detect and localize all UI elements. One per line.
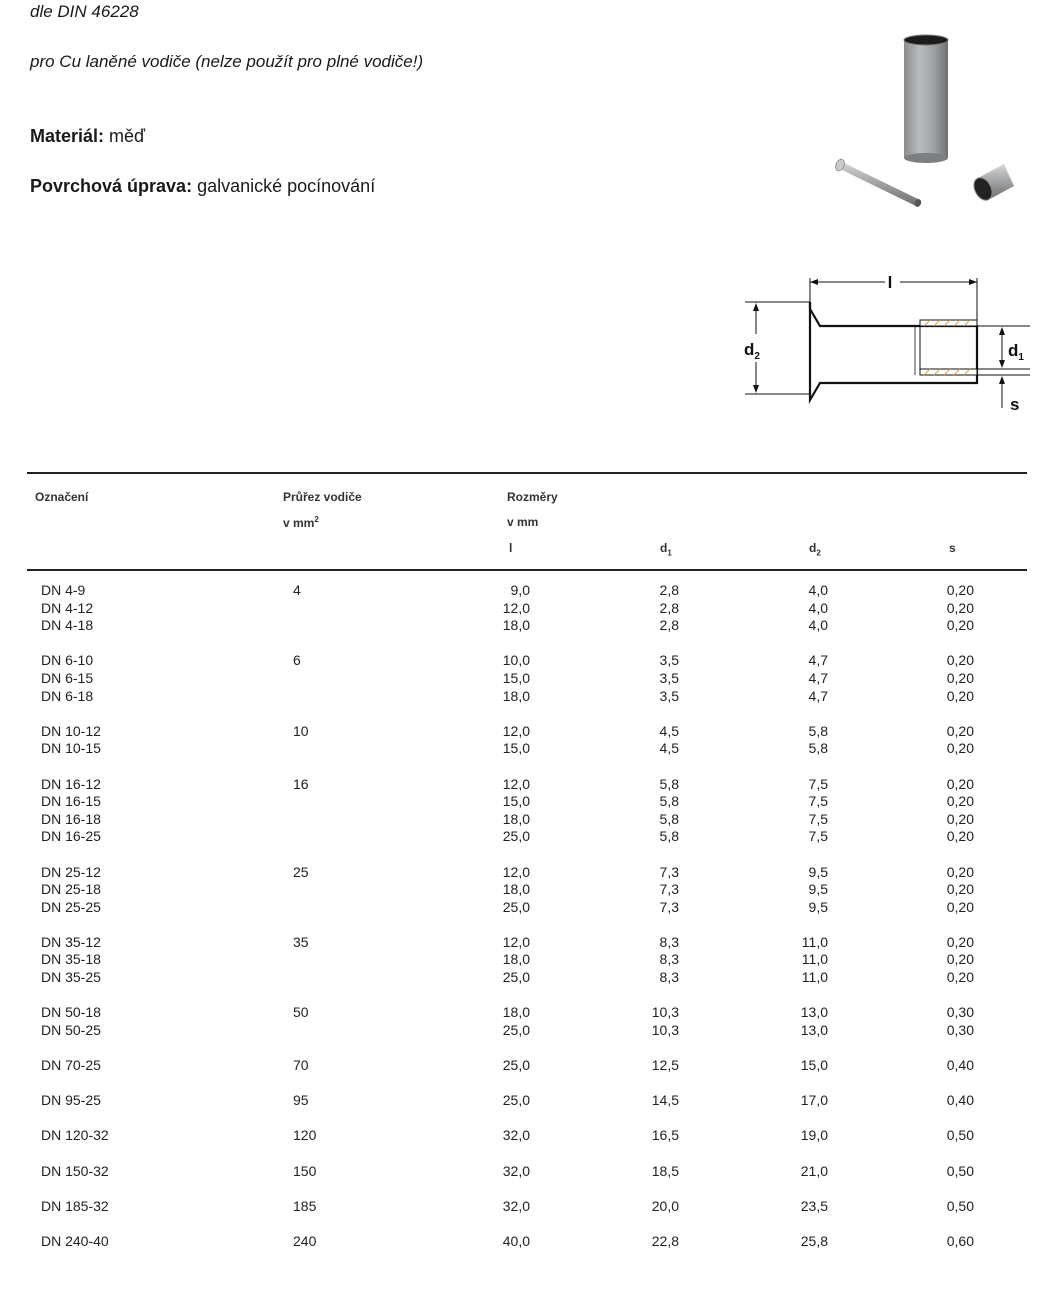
header-designation: Označení bbox=[35, 490, 89, 504]
cell-s: 0,60 bbox=[946, 1232, 974, 1249]
cell-designation: DN 6-10 bbox=[41, 652, 94, 669]
cell-d2: 9,5 bbox=[808, 881, 828, 898]
cell-s: 0,20 bbox=[946, 582, 974, 598]
cell-d2: 9,5 bbox=[808, 863, 828, 880]
cell-designation: DN 240-40 bbox=[41, 1232, 109, 1249]
short-ferrule-icon bbox=[970, 164, 1014, 203]
cell-d2: 25,8 bbox=[800, 1232, 828, 1249]
cell-d2: 9,5 bbox=[808, 898, 828, 915]
cell-d1: 8,3 bbox=[659, 951, 679, 968]
label-l: l bbox=[887, 273, 893, 292]
cell-d2: 7,5 bbox=[808, 775, 828, 792]
cell-s: 0,40 bbox=[946, 1092, 974, 1109]
cell-d2: 23,5 bbox=[800, 1197, 828, 1214]
cell-s: 0,50 bbox=[946, 1127, 974, 1144]
cell-d1: 3,5 bbox=[659, 687, 679, 704]
cell-l: 32,0 bbox=[502, 1162, 530, 1179]
cell-designation: DN 10-15 bbox=[41, 740, 101, 757]
cell-s: 0,20 bbox=[946, 599, 974, 616]
cell-cross-section: 4 bbox=[293, 582, 301, 598]
table-row bbox=[27, 776, 1027, 794]
cell-d2: 19,0 bbox=[800, 1127, 828, 1144]
label-s: s bbox=[1010, 395, 1020, 414]
cell-d1: 8,3 bbox=[659, 933, 679, 950]
cell-designation: DN 35-12 bbox=[41, 933, 101, 950]
cell-designation: DN 95-25 bbox=[41, 1092, 101, 1109]
cell-s: 0,20 bbox=[946, 933, 974, 950]
cell-designation: DN 25-12 bbox=[41, 863, 101, 880]
cell-designation: DN 16-15 bbox=[41, 793, 101, 810]
cell-s: 0,20 bbox=[946, 810, 974, 827]
usage-note: pro Cu laněné vodiče (nelze použít pro plné vodiče!) bbox=[30, 52, 424, 71]
cell-d1: 8,3 bbox=[659, 969, 679, 986]
cell-cross-section: 120 bbox=[293, 1127, 317, 1144]
cell-d2: 13,0 bbox=[800, 1004, 828, 1021]
cell-l: 18,0 bbox=[502, 617, 530, 634]
cell-d1: 4,5 bbox=[659, 740, 679, 757]
cell-d2: 4,7 bbox=[808, 669, 828, 686]
cell-s: 0,30 bbox=[946, 1021, 974, 1038]
cell-s: 0,20 bbox=[946, 793, 974, 810]
cell-d1: 4,5 bbox=[659, 722, 679, 739]
cell-designation: DN 4-9 bbox=[41, 582, 86, 598]
cell-d2: 4,0 bbox=[808, 599, 828, 616]
table-row bbox=[27, 740, 1027, 758]
cell-l: 25,0 bbox=[502, 1021, 530, 1038]
cell-s: 0,40 bbox=[946, 1057, 974, 1074]
cell-d2: 7,5 bbox=[808, 793, 828, 810]
cell-l: 18,0 bbox=[502, 687, 530, 704]
header-d2: $d_2$ bbox=[809, 541, 821, 558]
cell-cross-section: 6 bbox=[293, 652, 301, 669]
cell-s: 0,50 bbox=[946, 1197, 974, 1214]
table-row bbox=[27, 670, 1027, 688]
cell-designation: DN 4-18 bbox=[41, 617, 94, 634]
table-row bbox=[27, 1092, 1027, 1110]
cell-s: 0,50 bbox=[946, 1162, 974, 1179]
header-cross-section-unit: v $mm^2$ bbox=[283, 515, 319, 530]
material-label: Materiál: bbox=[30, 126, 105, 146]
cell-d2: 15,0 bbox=[800, 1057, 828, 1074]
table-row bbox=[27, 582, 1027, 600]
table-row bbox=[27, 899, 1027, 917]
cell-d2: 13,0 bbox=[800, 1021, 828, 1038]
cell-l: 25,0 bbox=[502, 898, 530, 915]
cell-l: 15,0 bbox=[502, 793, 530, 810]
cell-designation: DN 50-25 bbox=[41, 1021, 101, 1038]
cell-d2: 4,0 bbox=[808, 617, 828, 634]
cell-designation: DN 150-32 bbox=[41, 1162, 109, 1179]
cell-designation: DN 25-25 bbox=[41, 898, 101, 915]
cell-d1: 3,5 bbox=[659, 669, 679, 686]
table-row bbox=[27, 1163, 1027, 1181]
cell-d1: 7,3 bbox=[659, 898, 679, 915]
cell-s: 0,20 bbox=[946, 881, 974, 898]
cell-d1: 10,3 bbox=[651, 1021, 679, 1038]
cell-l: 25,0 bbox=[502, 1092, 530, 1109]
standard-reference: dle DIN 46228 bbox=[30, 2, 139, 21]
cell-designation: DN 10-12 bbox=[41, 722, 101, 739]
material-value: měď bbox=[109, 126, 146, 146]
label-d1: $d_1$ bbox=[1008, 341, 1024, 363]
cell-l: 12,0 bbox=[502, 722, 530, 739]
cell-designation: DN 35-25 bbox=[41, 969, 101, 986]
cell-l: 18,0 bbox=[502, 810, 530, 827]
cell-l: 18,0 bbox=[502, 951, 530, 968]
cell-s: 0,30 bbox=[946, 1004, 974, 1021]
cell-d1: 20,0 bbox=[651, 1197, 679, 1214]
cell-d1: 10,3 bbox=[651, 1004, 679, 1021]
cell-cross-section: 150 bbox=[293, 1162, 317, 1179]
header-l: l bbox=[509, 541, 513, 555]
cell-cross-section: 70 bbox=[293, 1057, 309, 1074]
cell-designation: DN 50-18 bbox=[41, 1004, 101, 1021]
table-row bbox=[27, 793, 1027, 811]
label-d2: $d_2$ bbox=[744, 340, 760, 362]
cell-d1: 18,5 bbox=[651, 1162, 679, 1179]
table-row bbox=[27, 1057, 1027, 1075]
cell-d1: 7,3 bbox=[659, 881, 679, 898]
surface-value: galvanické pocínování bbox=[197, 176, 376, 196]
cell-d2: 11,0 bbox=[801, 951, 828, 968]
cell-d1: 22,8 bbox=[651, 1232, 679, 1249]
cell-designation: DN 70-25 bbox=[41, 1057, 101, 1074]
cell-d1: 5,8 bbox=[659, 810, 679, 827]
table-row bbox=[27, 1022, 1027, 1040]
table-row bbox=[27, 652, 1027, 670]
cell-d2: 17,0 bbox=[800, 1092, 828, 1109]
cell-designation: DN 120-32 bbox=[41, 1127, 109, 1144]
cell-cross-section: 240 bbox=[293, 1232, 317, 1249]
cell-cross-section: 185 bbox=[293, 1197, 317, 1214]
table-row bbox=[27, 864, 1027, 882]
cell-designation: DN 16-18 bbox=[41, 810, 101, 827]
cell-s: 0,20 bbox=[946, 898, 974, 915]
cell-cross-section: 16 bbox=[293, 775, 309, 792]
cell-designation: DN 185-32 bbox=[41, 1197, 109, 1214]
cell-designation: DN 35-18 bbox=[41, 951, 101, 968]
header-dimensions-unit: v mm bbox=[507, 515, 539, 529]
cell-l: 25,0 bbox=[502, 969, 530, 986]
cell-l: 25,0 bbox=[502, 828, 530, 845]
long-ferrule-icon bbox=[834, 158, 923, 208]
cell-designation: DN 16-12 bbox=[41, 775, 101, 792]
cell-d1: 2,8 bbox=[659, 582, 679, 598]
cell-s: 0,20 bbox=[946, 617, 974, 634]
header-d1: $d_1$ bbox=[660, 541, 672, 558]
cell-s: 0,20 bbox=[946, 740, 974, 757]
table-row bbox=[27, 881, 1027, 899]
table-row bbox=[27, 688, 1027, 706]
cell-d2: 4,7 bbox=[808, 687, 828, 704]
cell-d2: 7,5 bbox=[808, 810, 828, 827]
technical-drawing bbox=[740, 268, 1030, 418]
cell-s: 0,20 bbox=[946, 863, 974, 880]
cell-designation: DN 16-25 bbox=[41, 828, 101, 845]
cell-l: 32,0 bbox=[502, 1127, 530, 1144]
cell-l: 12,0 bbox=[502, 599, 530, 616]
cell-l: 12,0 bbox=[502, 863, 530, 880]
cell-d2: 11,0 bbox=[801, 933, 828, 950]
cell-d1: 2,8 bbox=[659, 617, 679, 634]
cell-cross-section: 25 bbox=[293, 863, 309, 880]
cell-s: 0,20 bbox=[946, 652, 974, 669]
cell-d1: 5,8 bbox=[659, 828, 679, 845]
cell-designation: DN 6-18 bbox=[41, 687, 94, 704]
table-body bbox=[27, 582, 1027, 1251]
cell-l: 32,0 bbox=[502, 1197, 530, 1214]
cell-d2: 4,7 bbox=[808, 652, 828, 669]
cell-s: 0,20 bbox=[946, 951, 974, 968]
cell-d2: 5,8 bbox=[808, 740, 828, 757]
cell-l: 15,0 bbox=[502, 740, 530, 757]
cell-cross-section: 50 bbox=[293, 1004, 309, 1021]
table-header-rule bbox=[27, 569, 1027, 571]
cell-d1: 2,8 bbox=[659, 599, 679, 616]
table-row bbox=[27, 828, 1027, 846]
cell-d2: 5,8 bbox=[808, 722, 828, 739]
cell-l: 10,0 bbox=[502, 652, 530, 669]
cell-designation: DN 4-12 bbox=[41, 599, 94, 616]
cell-cross-section: 35 bbox=[293, 933, 309, 950]
cell-d1: 5,8 bbox=[659, 775, 679, 792]
material-line bbox=[30, 126, 145, 147]
product-photo bbox=[828, 28, 1028, 213]
cell-s: 0,20 bbox=[946, 828, 974, 845]
cell-s: 0,20 bbox=[946, 687, 974, 704]
cell-d1: 14,5 bbox=[651, 1092, 679, 1109]
cell-designation: DN 6-15 bbox=[41, 669, 94, 686]
table-row bbox=[27, 934, 1027, 952]
cell-l: 12,0 bbox=[502, 775, 530, 792]
cell-l: 9,0 bbox=[510, 582, 530, 598]
cell-d2: 21,0 bbox=[800, 1162, 828, 1179]
table-row bbox=[27, 1004, 1027, 1022]
cell-designation: DN 25-18 bbox=[41, 881, 101, 898]
table-row bbox=[27, 811, 1027, 829]
table-row bbox=[27, 1233, 1027, 1251]
cell-d2: 7,5 bbox=[808, 828, 828, 845]
cell-cross-section: 95 bbox=[293, 1092, 309, 1109]
cell-cross-section: 10 bbox=[293, 722, 309, 739]
table-row bbox=[27, 723, 1027, 741]
cell-s: 0,20 bbox=[946, 969, 974, 986]
table-row bbox=[27, 1198, 1027, 1216]
cell-l: 18,0 bbox=[502, 881, 530, 898]
surface-line bbox=[30, 176, 375, 197]
table-row bbox=[27, 951, 1027, 969]
cell-l: 18,0 bbox=[502, 1004, 530, 1021]
large-ferrule-icon bbox=[904, 35, 948, 163]
cell-s: 0,20 bbox=[946, 722, 974, 739]
cell-l: 40,0 bbox=[502, 1232, 530, 1249]
cell-l: 12,0 bbox=[502, 933, 530, 950]
cell-d1: 12,5 bbox=[651, 1057, 679, 1074]
table-row bbox=[27, 617, 1027, 635]
surface-label: Povrchová úprava: bbox=[30, 176, 193, 196]
table-row bbox=[27, 600, 1027, 618]
cell-d1: 16,5 bbox=[651, 1127, 679, 1144]
cell-d1: 5,8 bbox=[659, 793, 679, 810]
cell-l: 15,0 bbox=[502, 669, 530, 686]
cell-s: 0,20 bbox=[946, 775, 974, 792]
table-row bbox=[27, 1127, 1027, 1145]
cell-l: 25,0 bbox=[502, 1057, 530, 1074]
table-row bbox=[27, 969, 1027, 987]
cell-d2: 4,0 bbox=[808, 582, 828, 598]
cell-s: 0,20 bbox=[946, 669, 974, 686]
cell-d1: 3,5 bbox=[659, 652, 679, 669]
cell-d2: 11,0 bbox=[801, 969, 828, 986]
table-top-rule bbox=[27, 472, 1027, 474]
header-cross-section: Průřez vodiče bbox=[283, 490, 362, 504]
header-s: s bbox=[949, 541, 956, 555]
header-dimensions: Rozměry bbox=[507, 490, 558, 504]
cell-d1: 7,3 bbox=[659, 863, 679, 880]
